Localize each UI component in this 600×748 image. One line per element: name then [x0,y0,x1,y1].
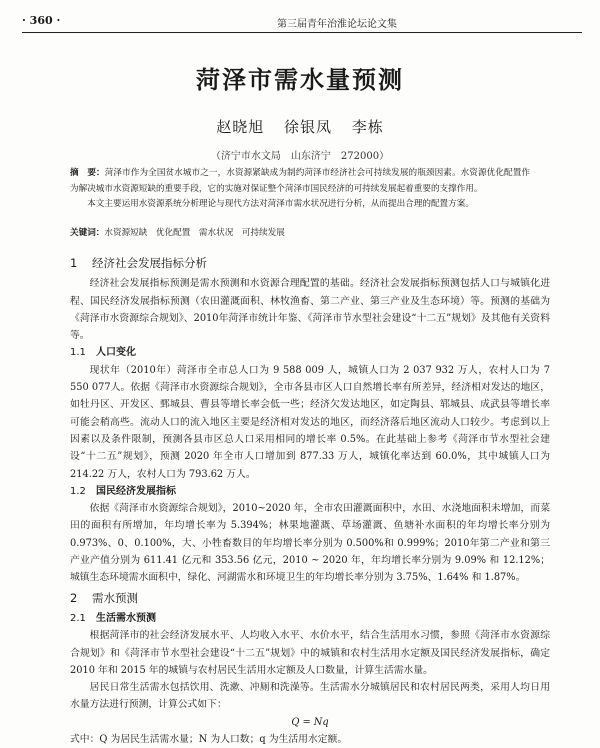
paragraph: 依据《菏泽市水资源综合规划》，2010~2020 年，全市农田灌溉面积中，水田、水浇地面积未增加，而菜田的面积有所增加，年均增长率为 5.394%；林果地灌溉、草场灌溉、鱼塘补水面积的年均增长率分别为 0.973%、0、0.100%，大、小牲畜数目的年均增长率分别为 0.500%和 0.999%；2010年第二产业和第三产业产值分别为 611.41 亿元和 353.56 亿元，2010 ~ 2020 年，年均增长率分别为 9.09% 和 12.12%；城镇生态环境需水面积中，绿化、河湖需水和环境卫生的年均增长率分别为 3.75%、1.64% 和 1.87%。 [70,503,550,584]
subsection-title: 国民经济发展指标 [96,485,176,497]
section-number: 2 [70,590,78,605]
abstract-label: 摘 要： [70,168,105,178]
section-number: 1 [70,256,78,270]
body-text [70,252,550,748]
section-heading [70,590,550,607]
section-title: 需水预测 [92,590,138,605]
section-heading [70,255,550,272]
author-list [0,116,600,137]
keywords [70,226,530,238]
author-name: 徐银凤 [283,118,332,136]
subsection-title: 人口变化 [96,347,136,359]
journal-title: 第三届青年治淮论坛论文集 [277,19,397,30]
paragraph: 根据菏泽市的社会经济发展水平、人均收入水平、水价水平，结合生活用水习惯，参照《菏泽市水资源综合规划》和《菏泽市节水型社会建设“十二五”规划》中的城镇和农村生活用水定额及国民经济发展指标，确定 2010 年和 2015 年的城镇与农村居民生活用水定额及人口数量，计算生活需水量。 [70,630,550,676]
page-number: · 360 · [22,14,61,27]
subsection-number: 2.1 [70,612,86,624]
abstract-text: 菏泽市作为全国贫水城市之一，水资源紧缺成为制约菏泽市经济社会可持续发展的瓶颈因素。水资源优化配置作为解决城市水资源短缺的重要手段，它的实施对保证整个菏泽市国民经济的可持续发展起着重要的支撑作用。 [70,168,530,194]
keywords-label: 关键词： [70,228,105,238]
paragraph: 经济社会发展指标预测是需水预测和水资源合理配置的基础。经济社会发展指标预测包括人口与城镇化进程、国民经济发展指标预测（农田灌溉面积、林牧渔畜、第二产业、第三产业及生态环境）等。预测的基础为《菏泽市水资源综合规划》、2010年菏泽市统计年鉴、《菏泽市节水型社会建设“十二五”规划》及其他有关资料等。 [70,278,550,342]
subsection-number: 1.1 [70,347,86,359]
author-name: 李栋 [351,118,384,136]
subsection-heading [70,610,550,627]
abstract-text-2: 本文主要运用水资源系统分析理论与现代方法对菏泽市需水状况进行分析，从而提出合理的配置方案。 [87,199,474,209]
keywords-text: 水资源短缺 优化配置 需水状况 可持续发展 [104,228,285,238]
subsection-heading [70,483,550,500]
section-title: 经济社会发展指标分析 [92,256,207,270]
paragraph: 居民日常生活需水包括饮用、洗漱、冲厕和洗澡等。生活需水分城镇居民和农村居民两类，采用人均日用水量方法进行预测，计算公式如下： [70,682,550,711]
running-header [22,12,582,33]
formula-explanation: 式中：Q 为居民生活需水量；N 为人口数；q 为生活用水定额。 [70,734,348,746]
subsection-title: 生活需水预测 [96,612,156,624]
paragraph: 现状年（2010年）菏泽市全市总人口为 9 588 009 人，城镇人口为 2 037 932 万人，农村人口为 7 550 077人。依据《菏泽市水资源综合规划》，全市各县市区人口自然增长率有所差异，经济相对发达的地区，如牡丹区、开发区、鄄城县、曹县等增长率会低一些；经济欠发达地区，如定陶县、郓城县、成武县等增长率可能会稍高些。流动人口的流入地区主要是经济相对发达的地区，而经济落后地区流动人口较少。考虑到以上因素以及条件限制，预测各县市区总人口采用相同的增长率 0.5%。在此基础上参考《菏泽市节水型社会建设“十二五”规划》，预测 2020 年全市人口增加到 877.33 万人，城镇化率达到 60.0%，其中城镇人口为 214.22 万人，农村人口为 793.62 万人。 [70,364,550,480]
affiliation: （济宁市水文局 山东济宁 272000） [210,151,390,162]
subsection-number: 1.2 [70,485,86,497]
formula: Q = Nq [291,716,329,728]
abstract [70,166,530,213]
paper-title: 菏泽市需水量预测 [196,66,404,94]
subsection-heading [70,344,550,361]
author-name: 赵晓旭 [216,118,265,136]
